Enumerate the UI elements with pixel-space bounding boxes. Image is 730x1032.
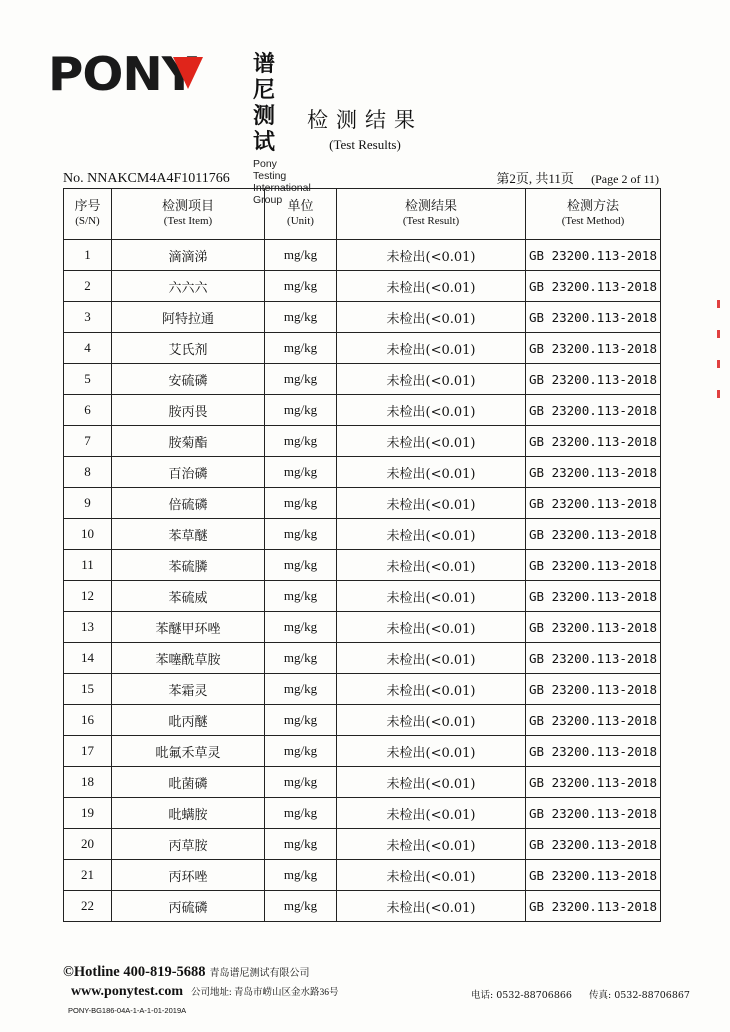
cell-sn: 16	[64, 705, 112, 736]
cell-item: 吡丙醚	[112, 705, 265, 736]
table-row	[64, 674, 661, 705]
cell-result: 未检出(<0.01)	[337, 333, 526, 364]
cell-unit: mg/kg	[265, 860, 337, 891]
table-row	[64, 736, 661, 767]
cell-result: 未检出(<0.01)	[337, 736, 526, 767]
table-row	[64, 457, 661, 488]
cell-item: 倍硫磷	[112, 488, 265, 519]
cell-sn: 20	[64, 829, 112, 860]
header-unit	[265, 189, 337, 240]
table-row	[64, 829, 661, 860]
cell-result: 未检出(<0.01)	[337, 395, 526, 426]
cell-unit: mg/kg	[265, 457, 337, 488]
cell-unit: mg/kg	[265, 891, 337, 922]
brand-name-en: Pony Testing International Group	[253, 158, 311, 206]
cell-result: 未检出(<0.01)	[337, 364, 526, 395]
header-sn-en: (S/N)	[75, 215, 100, 227]
seal-mark	[717, 330, 720, 338]
table-row	[64, 271, 661, 302]
header-item-en: (Test Item)	[163, 215, 213, 227]
cell-sn: 9	[64, 488, 112, 519]
cell-result: 未检出(<0.01)	[337, 798, 526, 829]
header-result-en: (Test Result)	[402, 215, 460, 227]
cell-unit: mg/kg	[265, 519, 337, 550]
cell-item: 百治磷	[112, 457, 265, 488]
footer-hotline-line	[63, 964, 310, 981]
cell-result: 未检出(<0.01)	[337, 612, 526, 643]
cell-sn: 3	[64, 302, 112, 333]
cell-item: 六六六	[112, 271, 265, 302]
table-row	[64, 519, 661, 550]
cell-item: 胺丙畏	[112, 395, 265, 426]
cell-result: 未检出(<0.01)	[337, 426, 526, 457]
table-row	[64, 767, 661, 798]
cell-method: GB 23200.113-2018	[526, 581, 661, 612]
cell-result: 未检出(<0.01)	[337, 829, 526, 860]
cell-unit: mg/kg	[265, 426, 337, 457]
cell-unit: mg/kg	[265, 798, 337, 829]
cell-method: GB 23200.113-2018	[526, 612, 661, 643]
table-row	[64, 860, 661, 891]
cell-result: 未检出(<0.01)	[337, 457, 526, 488]
cell-item: 吡氟禾草灵	[112, 736, 265, 767]
cell-method: GB 23200.113-2018	[526, 426, 661, 457]
cell-result: 未检出(<0.01)	[337, 767, 526, 798]
table-row	[64, 705, 661, 736]
table-row	[64, 550, 661, 581]
cell-method: GB 23200.113-2018	[526, 333, 661, 364]
cell-sn: 18	[64, 767, 112, 798]
cell-item: 苯霜灵	[112, 674, 265, 705]
header-method-en: (Test Method)	[561, 215, 625, 227]
fax-number: 传真: 0532-88706867	[589, 990, 690, 1001]
cell-unit: mg/kg	[265, 705, 337, 736]
seal-mark	[717, 300, 720, 308]
cell-method: GB 23200.113-2018	[526, 488, 661, 519]
cell-unit: mg/kg	[265, 550, 337, 581]
cell-method: GB 23200.113-2018	[526, 302, 661, 333]
cell-unit: mg/kg	[265, 240, 337, 271]
cell-method: GB 23200.113-2018	[526, 240, 661, 271]
page-indicator-cn: 第2页, 共11页	[496, 171, 574, 186]
cell-method: GB 23200.113-2018	[526, 829, 661, 860]
cell-result: 未检出(<0.01)	[337, 643, 526, 674]
page-subtitle: (Test Results)	[329, 137, 401, 152]
cell-method: GB 23200.113-2018	[526, 736, 661, 767]
cell-result: 未检出(<0.01)	[337, 581, 526, 612]
cell-sn: 11	[64, 550, 112, 581]
table-row	[64, 891, 661, 922]
cell-result: 未检出(<0.01)	[337, 891, 526, 922]
cell-sn: 6	[64, 395, 112, 426]
header-result-cn: 检测结果	[404, 199, 457, 214]
header-method	[526, 189, 661, 240]
company-address: 公司地址: 青岛市崂山区金水路36号	[191, 988, 339, 998]
cell-sn: 13	[64, 612, 112, 643]
cell-sn: 1	[64, 240, 112, 271]
website-link[interactable]: www.ponytest.com	[71, 984, 183, 999]
cell-item: 阿特拉通	[112, 302, 265, 333]
cell-method: GB 23200.113-2018	[526, 364, 661, 395]
cell-unit: mg/kg	[265, 829, 337, 860]
table-row	[64, 364, 661, 395]
logo-word: PONY	[48, 47, 196, 101]
cell-result: 未检出(<0.01)	[337, 674, 526, 705]
cell-sn: 7	[64, 426, 112, 457]
cell-item: 苯硫膦	[112, 550, 265, 581]
cell-method: GB 23200.113-2018	[526, 705, 661, 736]
table-row	[64, 333, 661, 364]
cell-unit: mg/kg	[265, 581, 337, 612]
header-item-cn: 检测项目	[161, 199, 214, 214]
edge-seal-marks	[717, 300, 720, 420]
cell-unit: mg/kg	[265, 333, 337, 364]
cell-sn: 5	[64, 364, 112, 395]
footer-contact	[471, 987, 690, 1001]
cell-unit: mg/kg	[265, 674, 337, 705]
cell-sn: 19	[64, 798, 112, 829]
cell-result: 未检出(<0.01)	[337, 271, 526, 302]
cell-unit: mg/kg	[265, 767, 337, 798]
table-row	[64, 798, 661, 829]
page-title: 检测结果	[307, 108, 423, 132]
page-indicator	[496, 168, 659, 187]
pony-logo-mark	[48, 47, 198, 101]
cell-method: GB 23200.113-2018	[526, 395, 661, 426]
hotline: ©Hotline 400-819-5688	[63, 964, 206, 980]
cell-method: GB 23200.113-2018	[526, 891, 661, 922]
cell-unit: mg/kg	[265, 271, 337, 302]
cell-result: 未检出(<0.01)	[337, 302, 526, 333]
cell-unit: mg/kg	[265, 395, 337, 426]
cell-method: GB 23200.113-2018	[526, 860, 661, 891]
report-number: No. NNAKCM4A4F1011766	[63, 171, 230, 186]
footer-website-line	[71, 984, 339, 1000]
table-row	[64, 488, 661, 519]
logo-triangle-icon	[173, 57, 203, 89]
cell-item: 苯噻酰草胺	[112, 643, 265, 674]
cell-sn: 8	[64, 457, 112, 488]
table-row	[64, 581, 661, 612]
form-code: PONY-BG186-04A-1-A-1-01-2019A	[68, 1006, 187, 1015]
cell-result: 未检出(<0.01)	[337, 488, 526, 519]
cell-item: 丙硫磷	[112, 891, 265, 922]
cell-item: 吡螨胺	[112, 798, 265, 829]
cell-method: GB 23200.113-2018	[526, 457, 661, 488]
cell-method: GB 23200.113-2018	[526, 550, 661, 581]
cell-result: 未检出(<0.01)	[337, 550, 526, 581]
header-method-cn: 检测方法	[566, 199, 619, 214]
cell-item: 艾氏剂	[112, 333, 265, 364]
header-sn	[64, 189, 112, 240]
cell-item: 苯草醚	[112, 519, 265, 550]
cell-sn: 15	[64, 674, 112, 705]
cell-method: GB 23200.113-2018	[526, 767, 661, 798]
header-sn-cn: 序号	[74, 199, 101, 214]
table-row	[64, 302, 661, 333]
cell-item: 安硫磷	[112, 364, 265, 395]
cell-item: 丙草胺	[112, 829, 265, 860]
cell-result: 未检出(<0.01)	[337, 860, 526, 891]
table-row	[64, 240, 661, 271]
header-result	[337, 189, 526, 240]
cell-method: GB 23200.113-2018	[526, 519, 661, 550]
company-name-cn: 青岛谱尼测试有限公司	[209, 968, 310, 979]
results-table	[63, 188, 661, 922]
table-row	[64, 426, 661, 457]
cell-unit: mg/kg	[265, 736, 337, 767]
cell-unit: mg/kg	[265, 302, 337, 333]
header-unit-cn: 单位	[287, 199, 314, 214]
cell-item: 苯硫威	[112, 581, 265, 612]
cell-sn: 21	[64, 860, 112, 891]
table-row	[64, 612, 661, 643]
cell-method: GB 23200.113-2018	[526, 643, 661, 674]
cell-result: 未检出(<0.01)	[337, 519, 526, 550]
cell-method: GB 23200.113-2018	[526, 674, 661, 705]
page-indicator-en: (Page 2 of 11)	[591, 172, 659, 186]
cell-sn: 14	[64, 643, 112, 674]
cell-sn: 2	[64, 271, 112, 302]
phone-number: 电话: 0532-88706866	[471, 990, 572, 1001]
cell-item: 丙环唑	[112, 860, 265, 891]
cell-sn: 10	[64, 519, 112, 550]
cell-sn: 22	[64, 891, 112, 922]
cell-sn: 17	[64, 736, 112, 767]
seal-mark	[717, 360, 720, 368]
cell-method: GB 23200.113-2018	[526, 271, 661, 302]
cell-result: 未检出(<0.01)	[337, 705, 526, 736]
seal-mark	[717, 390, 720, 398]
cell-unit: mg/kg	[265, 364, 337, 395]
cell-unit: mg/kg	[265, 488, 337, 519]
cell-unit: mg/kg	[265, 612, 337, 643]
cell-item: 滴滴涕	[112, 240, 265, 271]
cell-unit: mg/kg	[265, 643, 337, 674]
header-unit-en: (Unit)	[287, 215, 314, 227]
cell-item: 吡菌磷	[112, 767, 265, 798]
header-item	[112, 189, 265, 240]
table-row	[64, 395, 661, 426]
cell-result: 未检出(<0.01)	[337, 240, 526, 271]
cell-item: 胺菊酯	[112, 426, 265, 457]
table-header-row	[64, 189, 661, 240]
table-row	[64, 643, 661, 674]
brand-name-cn: 谱尼测试	[253, 52, 288, 155]
cell-sn: 12	[64, 581, 112, 612]
cell-sn: 4	[64, 333, 112, 364]
cell-method: GB 23200.113-2018	[526, 798, 661, 829]
cell-item: 苯醚甲环唑	[112, 612, 265, 643]
